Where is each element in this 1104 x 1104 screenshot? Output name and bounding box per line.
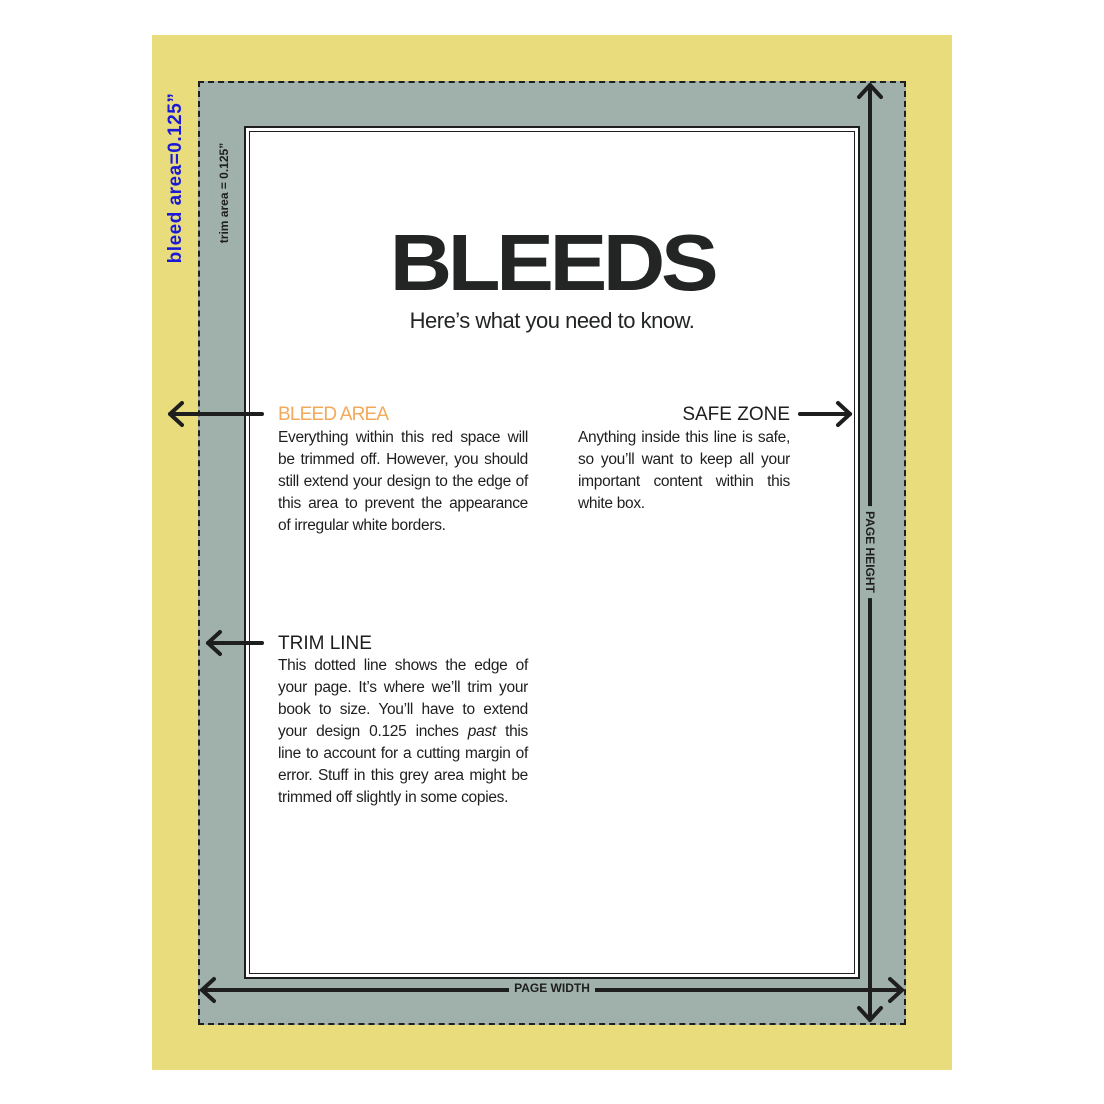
bleed-area-arrow-icon [170,403,262,425]
page-subtitle: Here’s what you need to know. [409,308,695,333]
page-width-text: PAGE WIDTH [509,981,595,995]
trim-line-description-emphasis: past [467,723,496,740]
trim-area-measure-text: trim area = 0.125” [217,142,231,244]
safe-zone-arrow-icon [800,403,850,425]
trim-line-arrow-icon [208,632,262,654]
page-height-text: PAGE HEIGHT [863,506,877,598]
safe-zone-description: Anything inside this line is safe, so you’ll want to keep all your important content within this white box. [578,429,790,512]
bleed-area-measure-text: bleed area=0.125” [165,92,186,264]
safe-zone-heading: SAFE ZONE [682,404,790,425]
trim-line-description-end: this line to account for a cutting margin of error. Stuff in this grey area might be trimmed off slightly in some copies. [278,723,528,806]
trim-line-heading: TRIM LINE [278,633,372,654]
bleed-area-description: Everything within this red space will be trimmed off. However, you should still extend your design to the edge of this area to prevent the appearance of irregular white borders. [278,429,528,534]
bleed-area-heading: BLEED AREA [278,404,389,425]
page-width-label [198,979,906,997]
trim-line-description-start: This dotted line shows the edge of your page. It’s where we’ll trim your book to size. You’ll have to extend your design 0.125 inches [278,657,528,740]
page-title: BLEEDS [389,218,715,307]
